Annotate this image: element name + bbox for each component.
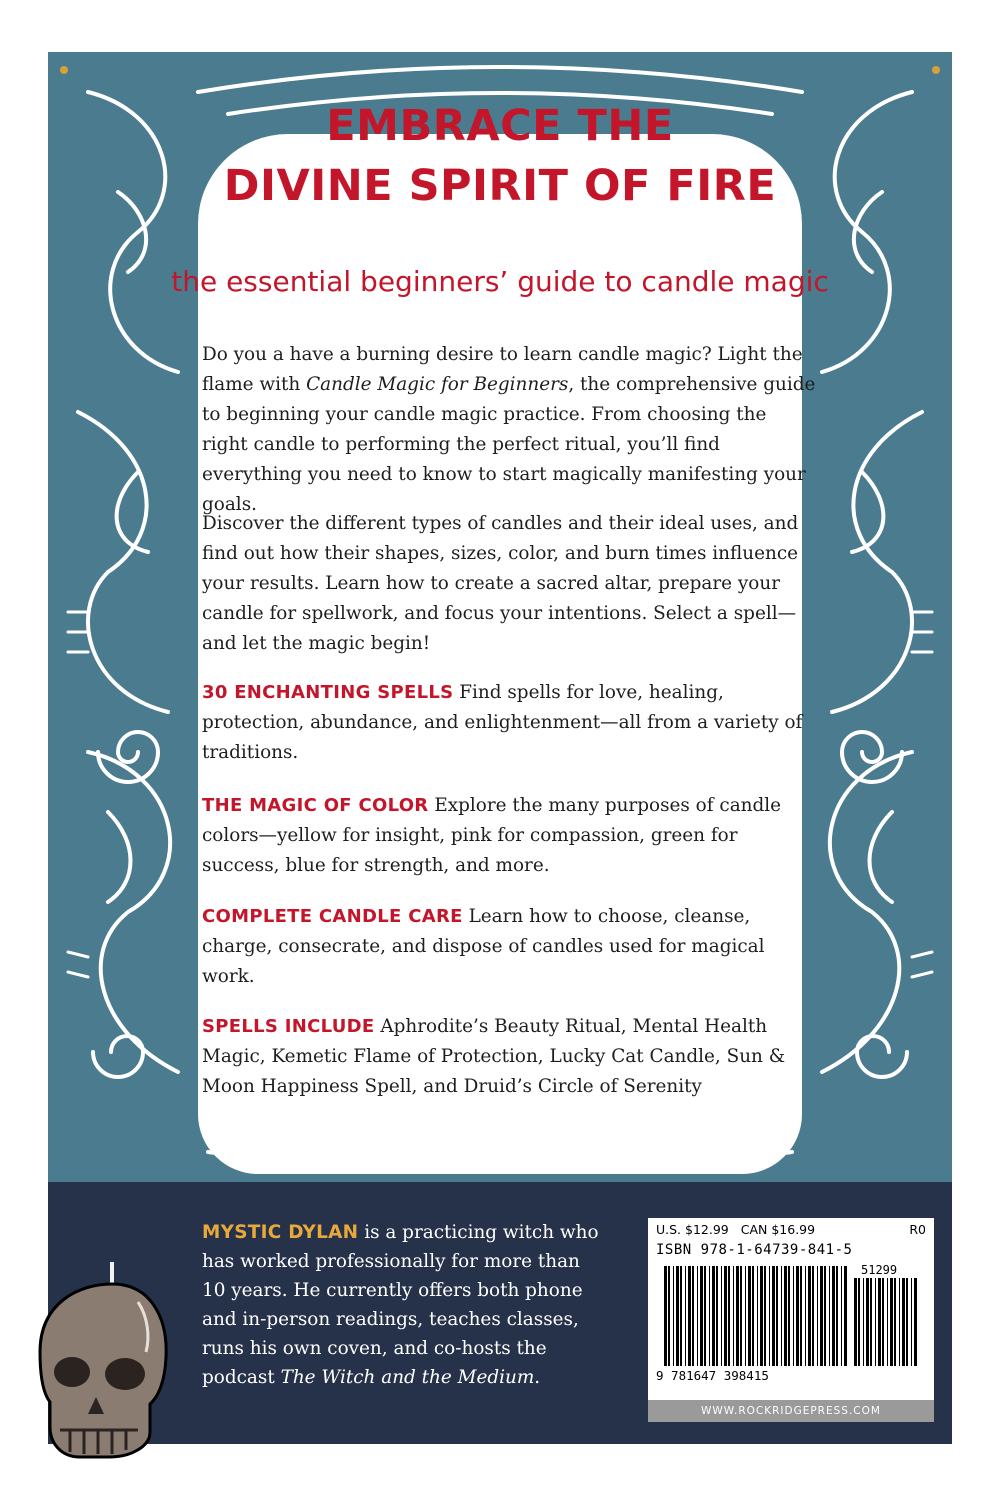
barcode-bar <box>776 1266 778 1366</box>
barcode-bar <box>832 1266 835 1366</box>
barcode-bar <box>772 1266 775 1366</box>
barcode-bar <box>760 1266 763 1366</box>
barcode-bar <box>748 1266 751 1366</box>
publisher-url: WWW.ROCKRIDGEPRESS.COM <box>648 1400 934 1422</box>
barcode-bar <box>764 1266 766 1366</box>
barcode-addon-bars <box>854 1278 917 1366</box>
barcode-bar <box>887 1278 888 1366</box>
corner-dot <box>60 66 68 74</box>
book-title: Candle Magic for Beginners <box>306 374 569 395</box>
barcode-bar <box>788 1266 790 1366</box>
skull-candle-icon <box>20 1262 170 1462</box>
barcode-bar <box>697 1266 698 1366</box>
feature-care <box>202 902 817 992</box>
barcode-bar <box>740 1266 742 1366</box>
barcode-bar <box>878 1278 881 1366</box>
barcode-bar <box>796 1266 799 1366</box>
barcode-bar <box>844 1266 847 1366</box>
barcode-bar <box>700 1266 703 1366</box>
price-can: CAN $16.99 <box>740 1222 816 1237</box>
isbn: ISBN 978-1-64739-841-5 <box>656 1242 853 1258</box>
barcode-bar <box>866 1278 869 1366</box>
barcode-bar <box>870 1278 872 1366</box>
barcode-bar <box>676 1266 679 1366</box>
barcode-bar <box>812 1266 814 1366</box>
barcode-bar <box>724 1266 727 1366</box>
barcode-bar <box>716 1266 718 1366</box>
barcode-bar <box>728 1266 730 1366</box>
barcode-bar <box>668 1266 670 1366</box>
barcode-bar <box>757 1266 758 1366</box>
barcode-bar <box>688 1266 691 1366</box>
discover-paragraph: Discover the different types of candles and their ideal uses, and find out how their shapes, sizes, color, and burn times influence your results. Learn how to create a sacred altar, prepare your candle for spellwork, and focus your intentions. Select a spell—and let the magic begin! <box>202 513 799 654</box>
barcode-bar <box>858 1278 860 1366</box>
barcode-bar <box>914 1278 917 1366</box>
headline <box>0 96 1000 216</box>
headline-line-1: EMBRACE THE <box>326 101 674 151</box>
barcode-bar <box>820 1266 823 1366</box>
feature-label: SPELLS INCLUDE <box>202 1016 375 1037</box>
barcode-bar <box>781 1266 782 1366</box>
barcode-bar <box>882 1278 884 1366</box>
barcode-bar <box>875 1278 876 1366</box>
barcode-bar <box>899 1278 900 1366</box>
barcode-bar <box>745 1266 746 1366</box>
feature-text: Find spells for love, healing, protection, abundance, and enlightenment—all from a variety of traditions. <box>202 682 803 763</box>
barcode-bar <box>733 1266 734 1366</box>
barcode-bar <box>712 1266 715 1366</box>
price-code: R0 <box>909 1222 926 1237</box>
barcode-bar <box>894 1278 896 1366</box>
feature-label: THE MAGIC OF COLOR <box>202 795 429 816</box>
barcode-bar <box>829 1266 830 1366</box>
podcast-title: The Witch and the Medium <box>280 1367 535 1388</box>
feature-text: Aphrodite’s Beauty Ritual, Mental Health Magic, Kemetic Flame of Protection, Lucky Cat Candle, Sun & Moon Happiness Spell, and Druid’s Circle of Serenity <box>202 1016 786 1097</box>
feature-color <box>202 791 817 881</box>
barcode-bar <box>752 1266 754 1366</box>
barcode-bar <box>736 1266 739 1366</box>
headline-line-2: DIVINE SPIRIT OF FIRE <box>223 161 777 211</box>
barcode-box <box>648 1218 934 1422</box>
barcode-bar <box>854 1278 857 1366</box>
author-bio: MYSTIC DYLAN is a practicing witch who has worked professionally for more than 10 years. He currently offers both phone and in-person readings, teaches classes, runs his own coven, and co-hosts the podcast The Witch and the Medium. <box>202 1222 599 1388</box>
barcode-bar <box>890 1278 893 1366</box>
feature-spells <box>202 678 817 768</box>
barcode-bar <box>911 1278 912 1366</box>
barcode-bar <box>841 1266 842 1366</box>
price-line <box>656 1222 926 1237</box>
barcode-bar <box>824 1266 826 1366</box>
barcode-bar <box>704 1266 706 1366</box>
feature-text: Learn how to choose, cleanse, charge, consecrate, and dispose of candles used for magical work. <box>202 906 765 987</box>
barcode-bar <box>906 1278 908 1366</box>
feature-label: COMPLETE CANDLE CARE <box>202 906 463 927</box>
barcode-bar <box>817 1266 818 1366</box>
barcode-bar <box>709 1266 710 1366</box>
corner-dot <box>932 66 940 74</box>
barcode-bar <box>784 1266 787 1366</box>
barcode-bar <box>664 1266 667 1366</box>
subheadline: the essential beginners’ guide to candle magic <box>171 265 829 298</box>
barcode-bar <box>863 1278 864 1366</box>
barcode-ean-number: 9 781647 398415 <box>656 1368 769 1383</box>
author-name: MYSTIC DYLAN <box>202 1222 359 1243</box>
barcode-bar <box>805 1266 806 1366</box>
feature-text: Explore the many purposes of candle colors—yellow for insight, pink for compassion, green for success, blue for strength, and more. <box>202 795 782 876</box>
price-us: U.S. $12.99 <box>656 1222 729 1237</box>
barcode-bar <box>769 1266 770 1366</box>
barcode-addon-number: 51299 <box>861 1263 898 1277</box>
barcode <box>656 1262 926 1384</box>
barcode-bar <box>685 1266 686 1366</box>
barcode-bar <box>808 1266 811 1366</box>
barcode-bar <box>673 1266 674 1366</box>
intro-paragraph: Do you a have a burning desire to learn candle magic? Light the flame with Candle Magic for Beginners, the comprehensive guide to beginning your candle magic practice. From choosing the right candle to performing the perfect ritual, you’ll find everything you need to know to start magically manifesting your goals. <box>202 344 816 515</box>
feature-spells-include <box>202 1012 817 1102</box>
barcode-bar <box>793 1266 794 1366</box>
barcode-bar <box>836 1266 838 1366</box>
barcode-bar <box>800 1266 802 1366</box>
barcode-bar <box>692 1266 694 1366</box>
barcode-bar <box>680 1266 682 1366</box>
barcode-bar <box>902 1278 905 1366</box>
barcode-main-bars <box>664 1266 847 1366</box>
barcode-bar <box>721 1266 722 1366</box>
feature-label: 30 ENCHANTING SPELLS <box>202 682 454 703</box>
